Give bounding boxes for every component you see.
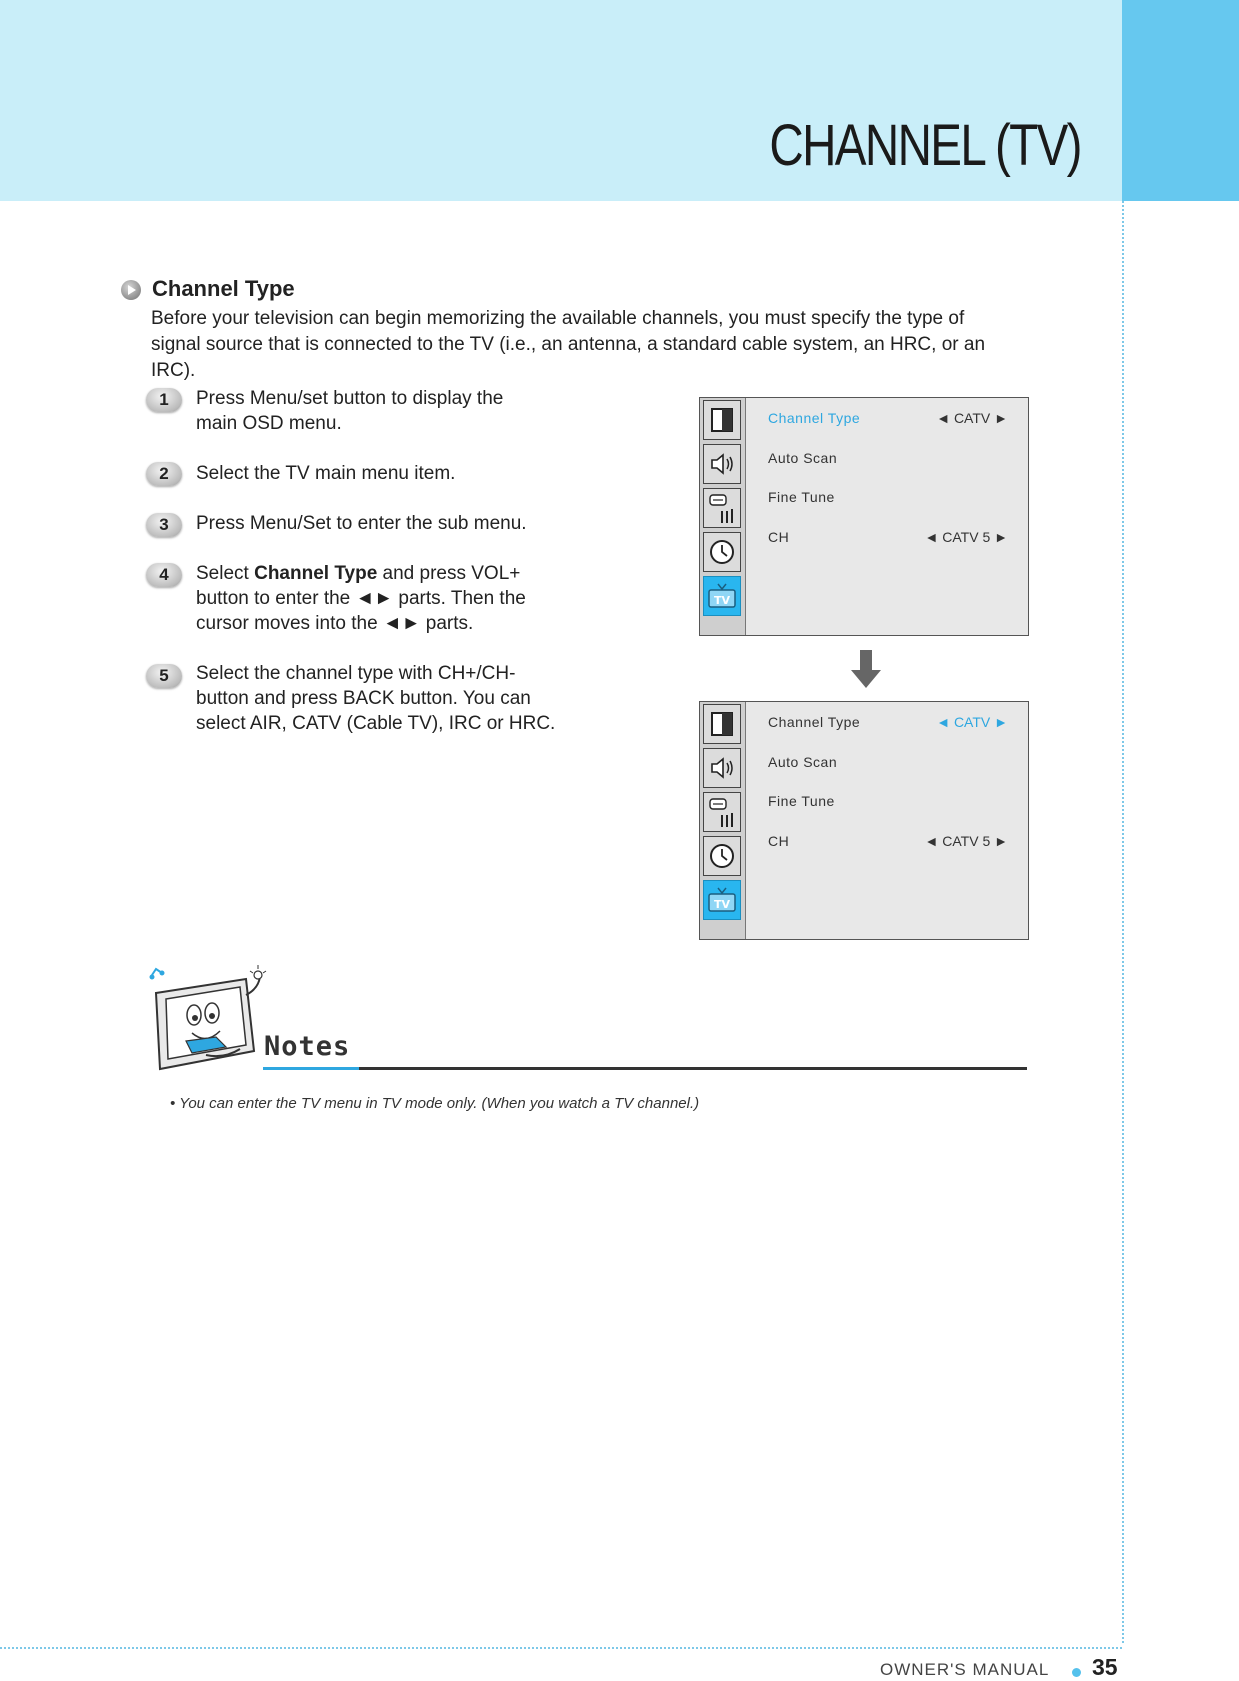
- notes-title: Notes: [264, 1031, 351, 1062]
- footer-label: OWNER'S MANUAL: [880, 1660, 1050, 1679]
- tv-icon: [703, 576, 741, 616]
- step-number-badge: 2: [146, 462, 182, 486]
- osd-row-ch: CH: [768, 833, 790, 849]
- sound-icon: [703, 748, 741, 788]
- osd-sidebar: [700, 398, 746, 635]
- osd-row-fine-tune: Fine Tune: [768, 793, 835, 809]
- osd-row-channel-type: Channel Type: [768, 410, 861, 426]
- tv-icon-label: TV: [713, 898, 731, 911]
- picture-icon: [703, 704, 741, 744]
- down-arrow-icon: [851, 650, 881, 695]
- osd-menu-before: [699, 397, 1029, 636]
- notes-divider-accent: [263, 1067, 359, 1070]
- margin-divider-horizontal: [0, 1647, 1122, 1649]
- step-text: Press Menu/Set to enter the sub menu.: [196, 513, 527, 534]
- tv-icon: [703, 880, 741, 920]
- step-text: [196, 561, 571, 636]
- step-text-pre: Select: [196, 563, 255, 584]
- step-number-badge: 4: [146, 563, 182, 587]
- clock-icon: [703, 836, 741, 876]
- section-intro: Before your television can begin memorizing the available channels, you must specify the type of signal source that is connected to the TV (i.e., an antenna, a standard cable system, an HRC, or an IRC).: [151, 308, 986, 381]
- osd-sidebar: [700, 702, 746, 939]
- osd-row-channel-type: Channel Type: [768, 714, 861, 730]
- osd-value-ch: ◄ CATV 5 ►: [924, 529, 1008, 545]
- step-number-badge: 5: [146, 664, 182, 688]
- picture-icon: [703, 400, 741, 440]
- osd-value-channel-type: ◄ CATV ►: [936, 410, 1008, 426]
- clock-icon: [703, 532, 741, 572]
- step-text-bold: Channel Type: [254, 563, 378, 584]
- setup-icon: [703, 792, 741, 832]
- margin-divider-vertical: [1122, 201, 1124, 1643]
- section-heading: Channel Type: [152, 276, 295, 301]
- notes-divider: [263, 1067, 1027, 1070]
- header-tab: [1122, 0, 1239, 201]
- page-number: 35: [1092, 1654, 1118, 1680]
- osd-menu-after: [699, 701, 1029, 940]
- step-text: Select the channel type with CH+/CH- button and press BACK button. You can select AIR, CATV (Cable TV), IRC or HRC.: [196, 663, 556, 734]
- step-number-badge: 3: [146, 513, 182, 537]
- setup-icon: [703, 488, 741, 528]
- osd-row-fine-tune: Fine Tune: [768, 489, 835, 505]
- osd-row-auto-scan: Auto Scan: [768, 450, 838, 466]
- step-number-badge: 1: [146, 388, 182, 412]
- tv-mascot-illustration: [146, 965, 276, 1080]
- step-text-post: and press VOL+ button to enter the ◄► parts. Then the cursor moves into the ◄► parts.: [196, 563, 526, 634]
- osd-value-ch: ◄ CATV 5 ►: [924, 833, 1008, 849]
- step-text: Select the TV main menu item.: [196, 463, 456, 484]
- osd-value-channel-type: ◄ CATV ►: [936, 714, 1008, 730]
- tv-icon-label: TV: [713, 594, 731, 607]
- osd-row-ch: CH: [768, 529, 790, 545]
- footer-dot: [1072, 1668, 1081, 1677]
- play-icon: [128, 285, 136, 295]
- osd-row-auto-scan: Auto Scan: [768, 754, 838, 770]
- sound-icon: [703, 444, 741, 484]
- step-text: Press Menu/set button to display the main OSD menu.: [196, 388, 504, 434]
- note-item: • You can enter the TV menu in TV mode only. (When you watch a TV channel.): [170, 1095, 700, 1112]
- page-title: CHANNEL (TV): [769, 113, 1081, 178]
